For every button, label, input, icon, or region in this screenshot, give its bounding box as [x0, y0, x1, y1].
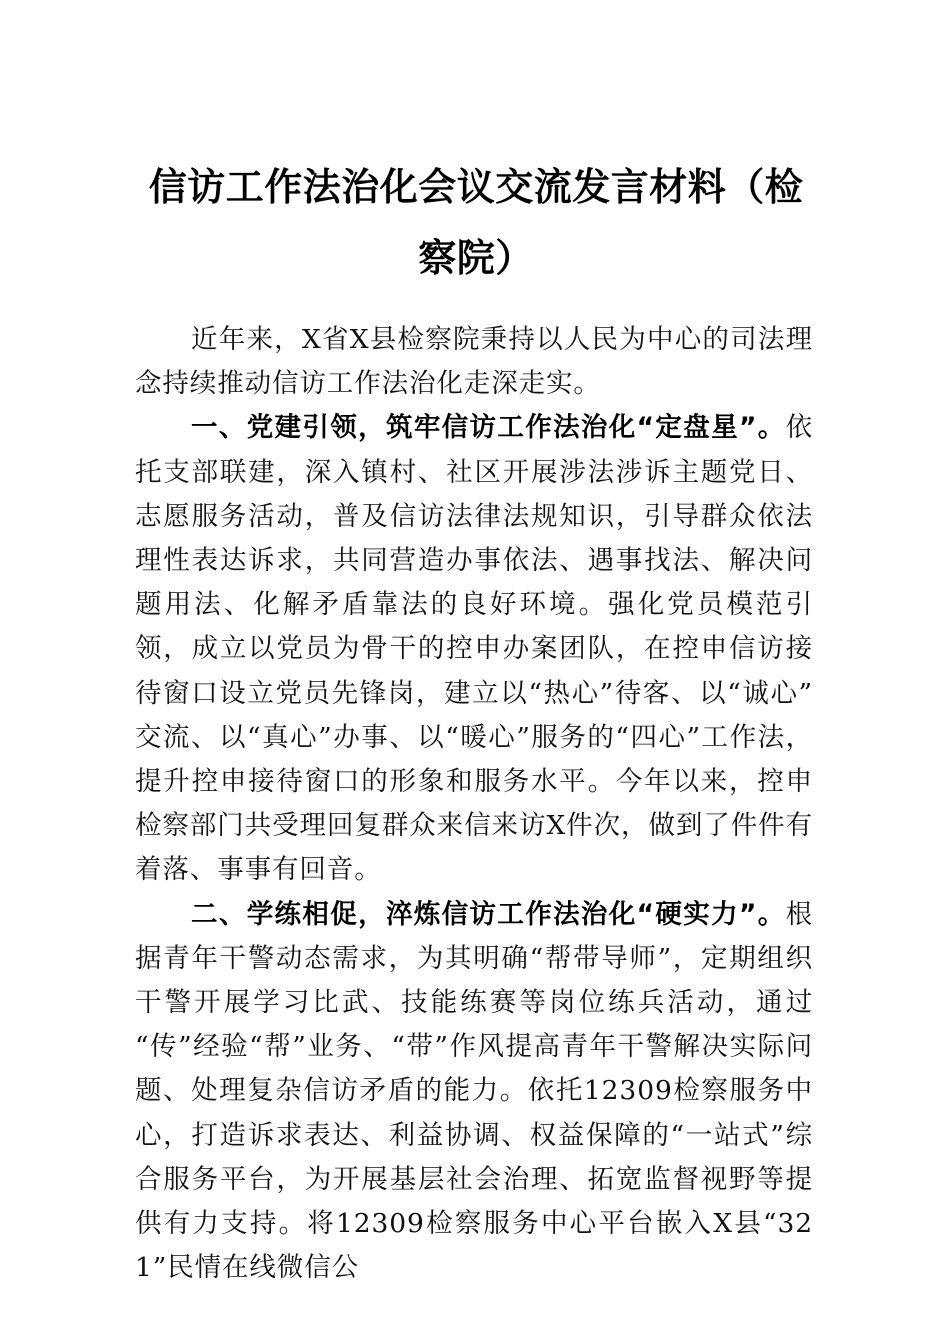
paragraph-intro-text: 近年来，X省X县检察院秉持以人民为中心的司法理念持续推动信访工作法治化走深走实。: [135, 324, 813, 400]
document-body: [135, 318, 813, 1290]
paragraph-section-2: [135, 893, 813, 1291]
section-2-text: 根据青年干警动态需求，为其明确“帮带导师”，定期组织干警开展学习比武、技能练赛等岗位练兵活动，通过“传”经验“帮”业务、“带”作风提高青年干警解决实际问题、处理复杂信访矛盾的能力。依托12309检察服务中心，打造诉求表达、利益协调、权益保障的“一站式”综合服务平台，为开展基层社会治理、拓宽监督视野等提供有力支持。将12309检察服务中心平台嵌入X县“321”民情在线微信公: [135, 898, 813, 1284]
section-1-heading: 一、党建引领，筑牢信访工作法治化“定盘星”。: [191, 412, 786, 444]
paragraph-section-1: [135, 406, 813, 892]
section-1-text: 依托支部联建，深入镇村、社区开展涉法涉诉主题党日、志愿服务活动，普及信访法律法规知识，引导群众依法理性表达诉求，共同营造办事依法、遇事找法、解决问题用法、化解矛盾靠法的良好环境。强化党员模范引领，成立以党员为骨干的控申办案团队，在控申信访接待窗口设立党员先锋岗，建立以“热心”待客、以“诚心”交流、以“真心”办事、以“暖心”服务的“四心”工作法，提升控申接待窗口的形象和服务水平。今年以来，控申检察部门共受理回复群众来信来访X件次，做到了件件有着落、事事有回音。: [135, 412, 813, 886]
document-title: 信访工作法治化会议交流发言材料（检察院）: [148, 165, 804, 280]
section-2-heading: 二、学练相促，淬炼信访工作法治化“硬实力”。: [191, 898, 786, 930]
paragraph-intro: [135, 318, 813, 406]
